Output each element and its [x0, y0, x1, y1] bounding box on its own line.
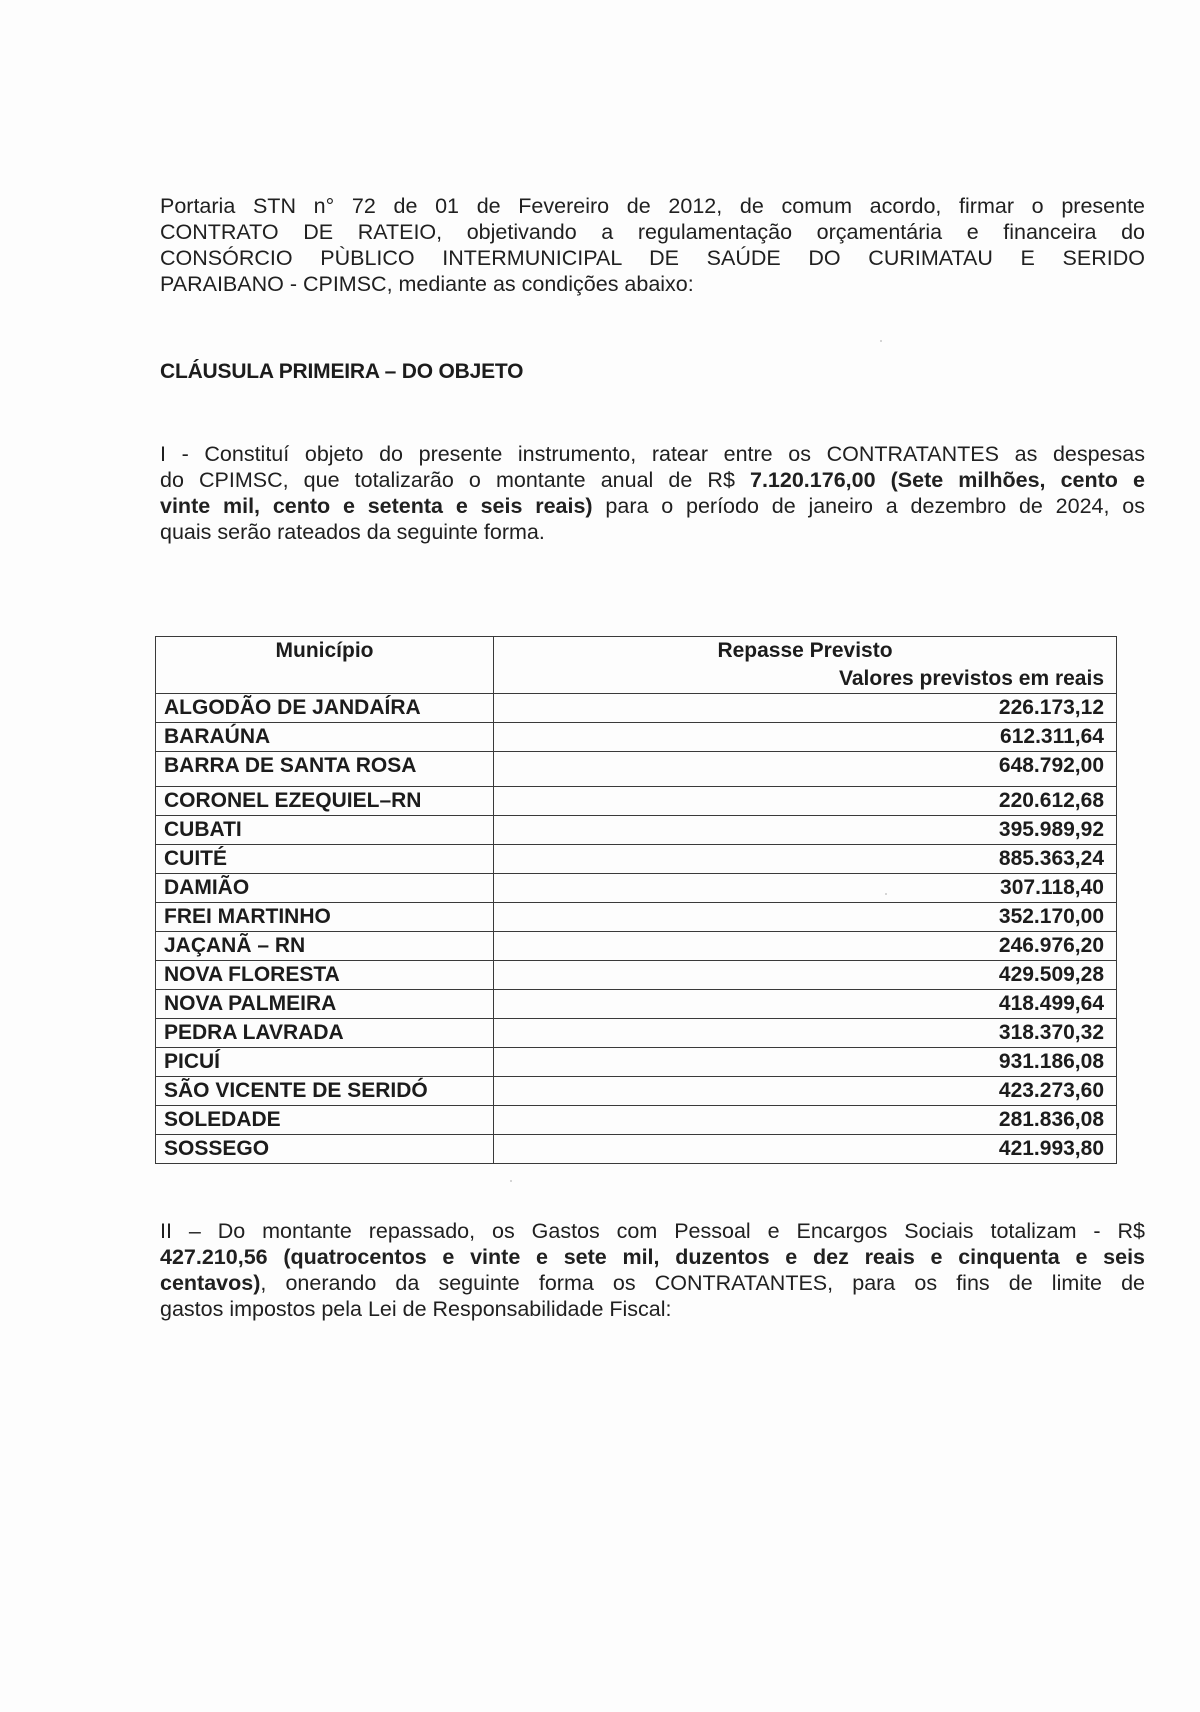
scan-speck: [880, 340, 882, 342]
table-row: [156, 1048, 1117, 1077]
table-row: [156, 752, 1117, 787]
table-row: [156, 961, 1117, 990]
valor-cell: 318.370,32: [494, 1019, 1117, 1048]
header-municipio: Município: [156, 637, 494, 694]
municipio-cell: DAMIÃO: [156, 874, 494, 903]
table-row: [156, 932, 1117, 961]
table-row: [156, 694, 1117, 723]
valor-cell: 612.311,64: [494, 723, 1117, 752]
valor-cell: 220.612,68: [494, 787, 1117, 816]
municipio-cell: CUBATI: [156, 816, 494, 845]
item-one-line: [160, 467, 1145, 493]
intro-line: Portaria STN n° 72 de 01 de Fevereiro de 2012, de comum acordo, firmar o presente: [160, 194, 1145, 218]
municipio-cell: NOVA PALMEIRA: [156, 990, 494, 1019]
valor-cell: 429.509,28: [494, 961, 1117, 990]
header-repasse-subtitle: Valores previstos em reais: [839, 667, 1104, 690]
item-one-paragraph: [160, 441, 1145, 545]
table-body: [156, 694, 1117, 1164]
intro-line: CONSÓRCIO PÙBLICO INTERMUNICIPAL DE SAÚDE DO CURIMATAU E SERIDO: [160, 246, 1145, 270]
valor-cell: 423.273,60: [494, 1077, 1117, 1106]
municipio-cell: PEDRA LAVRADA: [156, 1019, 494, 1048]
municipio-cell: PICUÍ: [156, 1048, 494, 1077]
municipio-cell: SOLEDADE: [156, 1106, 494, 1135]
personnel-amount-words: centavos): [160, 1271, 261, 1295]
total-amount-words: vinte mil, cento e setenta e seis reais): [160, 494, 593, 518]
municipio-cell: CUITÉ: [156, 845, 494, 874]
valor-cell: 418.499,64: [494, 990, 1117, 1019]
valor-cell: 352.170,00: [494, 903, 1117, 932]
table-header-row: [156, 637, 1117, 694]
table-row: [156, 1019, 1117, 1048]
header-repasse-title: Repasse Previsto: [717, 639, 893, 662]
municipio-cell: SÃO VICENTE DE SERIDÓ: [156, 1077, 494, 1106]
item-one-text: do CPIMSC, que totalizarão o montante anual de R$: [160, 468, 750, 492]
item-two-paragraph: [160, 1218, 1145, 1322]
intro-line: PARAIBANO - CPIMSC, mediante as condições abaixo:: [160, 272, 694, 296]
table-row: [156, 1135, 1117, 1164]
valor-cell: 648.792,00: [494, 752, 1117, 787]
personnel-amount: 427.210,56 (quatrocentos e vinte e sete mil, duzentos e dez reais e cinquenta e seis: [160, 1245, 1145, 1269]
item-two-line: [160, 1270, 1145, 1296]
item-one-text: para o período de janeiro a dezembro de 2024, os: [592, 494, 1145, 518]
valor-cell: 931.186,08: [494, 1048, 1117, 1077]
item-one-line: [160, 493, 1145, 519]
item-one-line: I - Constituí objeto do presente instrumento, ratear entre os CONTRATANTES as despesas: [160, 442, 1145, 466]
apportionment-table: [155, 636, 1117, 1164]
municipio-cell: ALGODÃO DE JANDAÍRA: [156, 694, 494, 723]
scan-speck: [885, 893, 887, 895]
valor-cell: 246.976,20: [494, 932, 1117, 961]
valor-cell: 226.173,12: [494, 694, 1117, 723]
clause-heading: CLÁUSULA PRIMEIRA – DO OBJETO: [160, 360, 524, 383]
scan-speck: [510, 1180, 512, 1182]
municipio-cell: JAÇANÃ – RN: [156, 932, 494, 961]
item-one-line: quais serão rateados da seguinte forma.: [160, 520, 545, 544]
table-row: [156, 990, 1117, 1019]
municipio-cell: BARRA DE SANTA ROSA: [156, 752, 494, 787]
table-row: [156, 1106, 1117, 1135]
valor-cell: 885.363,24: [494, 845, 1117, 874]
municipio-cell: SOSSEGO: [156, 1135, 494, 1164]
valor-cell: 395.989,92: [494, 816, 1117, 845]
municipio-cell: BARAÚNA: [156, 723, 494, 752]
municipio-cell: NOVA FLORESTA: [156, 961, 494, 990]
item-two-line: [160, 1244, 1145, 1270]
table-row: [156, 1077, 1117, 1106]
table-row: [156, 903, 1117, 932]
table-row: [156, 723, 1117, 752]
header-repasse: [494, 637, 1117, 694]
table-row: [156, 816, 1117, 845]
municipio-cell: CORONEL EZEQUIEL–RN: [156, 787, 494, 816]
intro-paragraph: [160, 193, 1145, 297]
table-row: [156, 787, 1117, 816]
item-two-text: , onerando da seguinte forma os CONTRATANTES, para os fins de limite de: [260, 1271, 1145, 1295]
table-row: [156, 845, 1117, 874]
valor-cell: 307.118,40: [494, 874, 1117, 903]
item-two-line: gastos impostos pela Lei de Responsabilidade Fiscal:: [160, 1297, 672, 1321]
item-two-line: II – Do montante repassado, os Gastos com Pessoal e Encargos Sociais totalizam - R$: [160, 1219, 1145, 1243]
table-row: [156, 874, 1117, 903]
valor-cell: 421.993,80: [494, 1135, 1117, 1164]
total-amount: 7.120.176,00 (Sete milhões, cento e: [750, 468, 1145, 492]
intro-line: CONTRATO DE RATEIO, objetivando a regulamentação orçamentária e financeira do: [160, 220, 1145, 244]
municipio-cell: FREI MARTINHO: [156, 903, 494, 932]
valor-cell: 281.836,08: [494, 1106, 1117, 1135]
